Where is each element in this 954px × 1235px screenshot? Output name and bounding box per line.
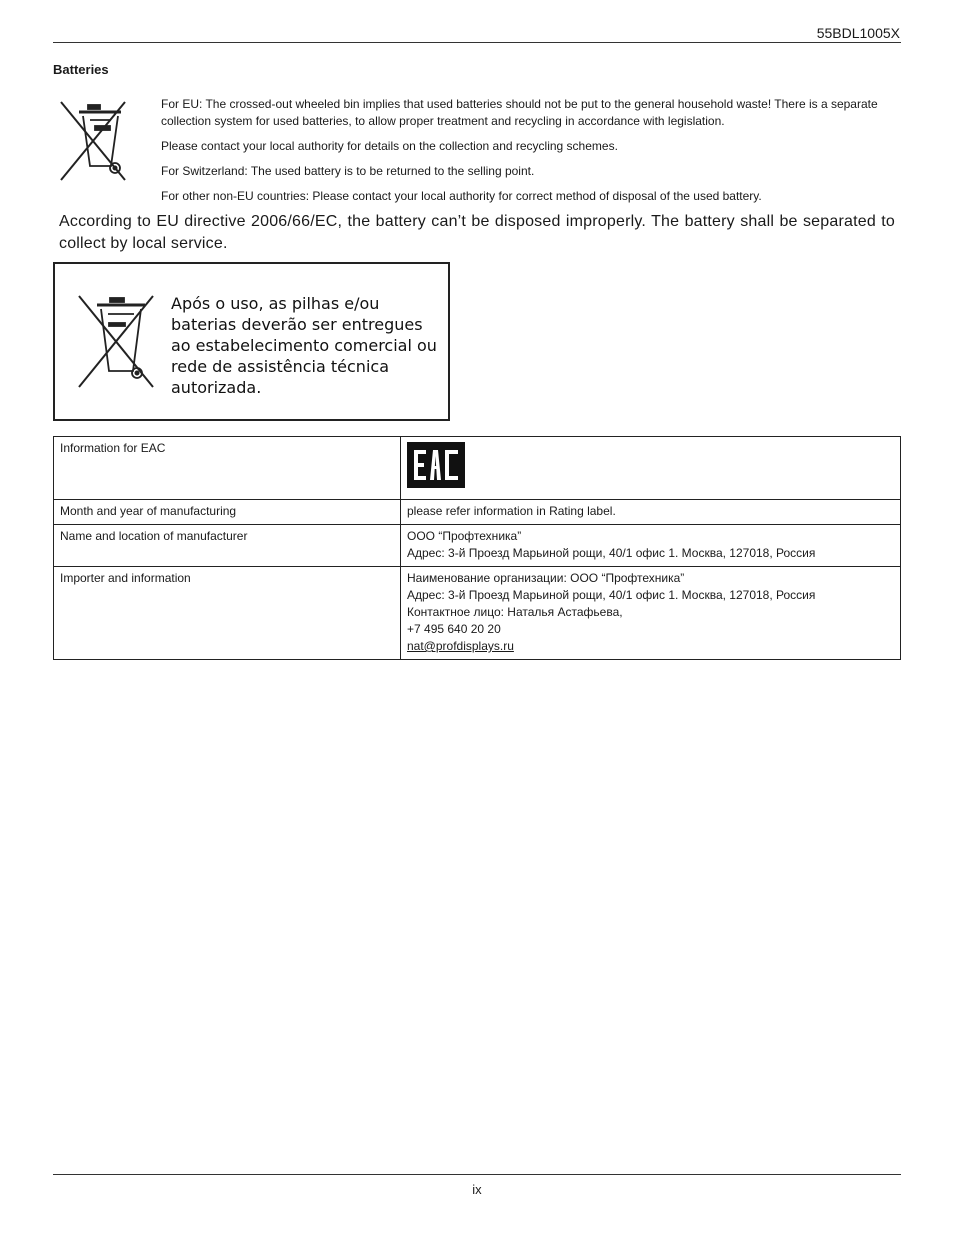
importer-contact: Контактное лицо: Наталья Астафьева, [407,605,623,619]
table-cell-label: Information for EAC [54,437,401,500]
table-cell-value [401,525,901,567]
crossed-out-wheeled-bin-icon [57,98,129,184]
brazil-battery-notice: Após o uso, as pilhas e/ou baterias deverão ser entregues ao estabelecimento comercial ou rede de assistência técnica autorizada. [171,294,437,397]
table-row [54,567,901,660]
table-cell-label: Name and location of manufacturer [54,525,401,567]
brazil-battery-notice-box [53,262,450,421]
eac-information-table [53,436,901,660]
eu-directive-statement: According to EU directive 2006/66/EC, the battery can’t be disposed improperly. The battery shall be separated to collect by local service. [59,213,895,252]
manufacturer-name: ООО “Профтехника” [407,529,522,543]
non-eu-paragraph: For other non-EU countries: Please contact your local authority for correct method of disposal of the used battery. [161,189,762,203]
eu-paragraph: For EU: The crossed-out wheeled bin implies that used batteries should not be put to the general household waste! There is a separate collection system for used batteries, to allow proper treatment and recycling in accordance with legislation. [161,97,878,128]
crossed-out-wheeled-bin-icon [75,293,157,391]
importer-name: Наименование организации: ООО “Профтехника” [407,571,685,585]
switzerland-paragraph: For Switzerland: The used battery is to be returned to the selling point. [161,164,535,178]
header-divider [53,42,901,43]
table-cell-label: Month and year of manufacturing [54,500,401,525]
table-cell-value [401,567,901,660]
table-cell-label: Importer and information [54,567,401,660]
importer-email-link[interactable]: nat@profdisplays.ru [407,639,514,653]
model-number: 55BDL1005X [816,25,900,41]
table-cell-value: please refer information in Rating label. [401,500,901,525]
contact-paragraph: Please contact your local authority for details on the collection and recycling schemes. [161,139,618,153]
importer-phone: +7 495 640 20 20 [407,622,501,636]
table-row [54,525,901,567]
table-row [54,500,901,525]
table-row [54,437,901,500]
page-number: ix [472,1182,482,1197]
manufacturer-address: Адрес: 3-й Проезд Марьиной рощи, 40/1 офис 1. Москва, 127018, Россия [407,546,816,560]
section-title: Batteries [53,62,109,77]
footer-divider [53,1174,901,1175]
table-cell-value [401,437,901,500]
eac-mark-icon [407,442,465,488]
eu-battery-instructions [161,96,891,213]
importer-address: Адрес: 3-й Проезд Марьиной рощи, 40/1 офис 1. Москва, 127018, Россия [407,588,816,602]
